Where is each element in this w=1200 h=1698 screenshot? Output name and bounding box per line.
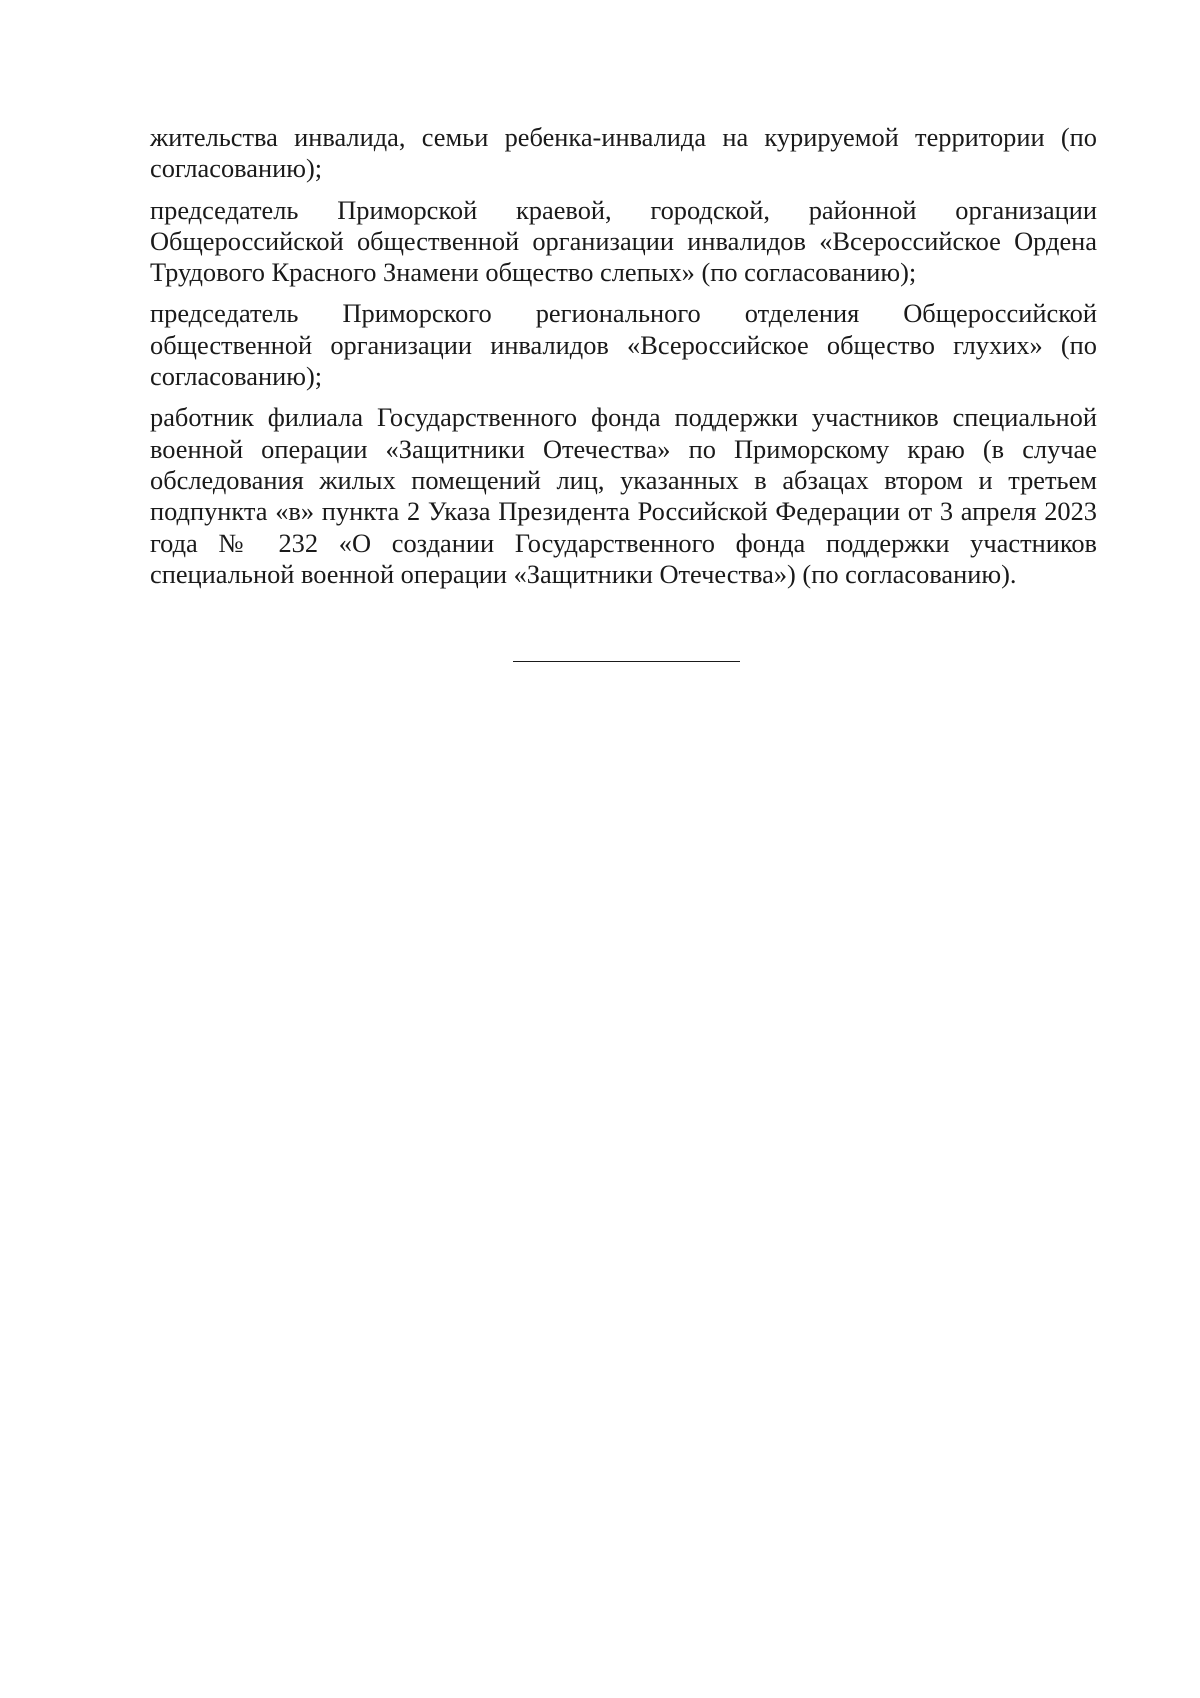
paragraph-blind-society-chair: председатель Приморской краевой, городской, районной организации Общероссийской общественной организации инвалидов «Всероссийское Ордена Трудового Красного Знамени общество слепых» (по согласованию); xyxy=(150,194,1097,288)
end-of-document-rule xyxy=(513,661,740,662)
paragraph-deaf-society-chair: председатель Приморского регионального отделения Общероссийской общественной организации инвалидов «Всероссийское общество глухих» (по согласованию); xyxy=(150,298,1097,392)
paragraph-fund-employee: работник филиала Государственного фонда поддержки участников специальной военной операции «Защитники Отечества» по Приморскому краю (в случае обследования жилых помещений лиц, указанных в абзацах втором и третьем подпункта «в» пункта 2 Указа Президента Российской Федерации от 3 апреля 2023 года № 232 «О создании Государственного фонда поддержки участников специальной военной операции «Защитники Отечества») (по согласованию). xyxy=(150,402,1097,589)
paragraph-residence-continuation: жительства инвалида, семьи ребенка-инвалида на курируемой территории (по согласованию); xyxy=(150,122,1097,184)
document-body xyxy=(150,122,1097,600)
